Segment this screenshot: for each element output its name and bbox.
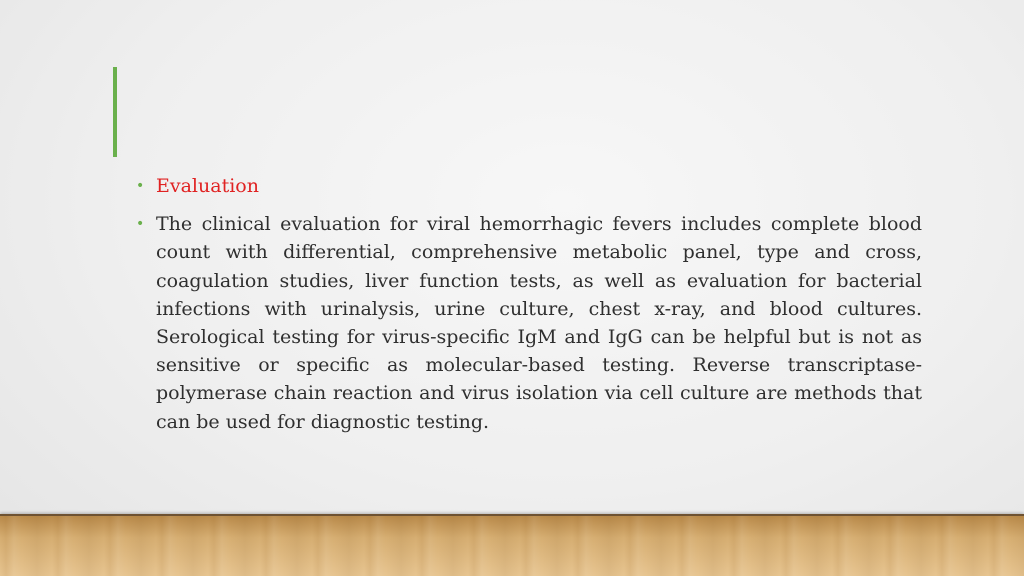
bullet-item-heading	[134, 172, 922, 200]
wood-floor-decoration	[0, 514, 1024, 576]
bullet-dot-icon: •	[136, 216, 145, 233]
bullet-heading-text: Evaluation	[156, 175, 259, 197]
slide-content	[134, 172, 922, 446]
bullet-body-text: The clinical evaluation for viral hemorrhagic fevers includes complete blood count with differential, comprehensive metabolic panel, type and cross, coagulation studies, liver function tests, as well as evaluation for bacterial infections with urinalysis, urine culture, chest x-ray, and blood cultures. Serological testing for virus-specific IgM and IgG can be helpful but is not as sensitive or specific as molecular-based testing. Reverse transcriptase-polymerase chain reaction and virus isolation via cell culture are methods that can be used for diagnostic testing.	[156, 213, 922, 433]
bullet-item-body	[134, 210, 922, 436]
bullet-dot-icon: •	[136, 178, 145, 194]
title-accent-bar	[113, 67, 117, 157]
